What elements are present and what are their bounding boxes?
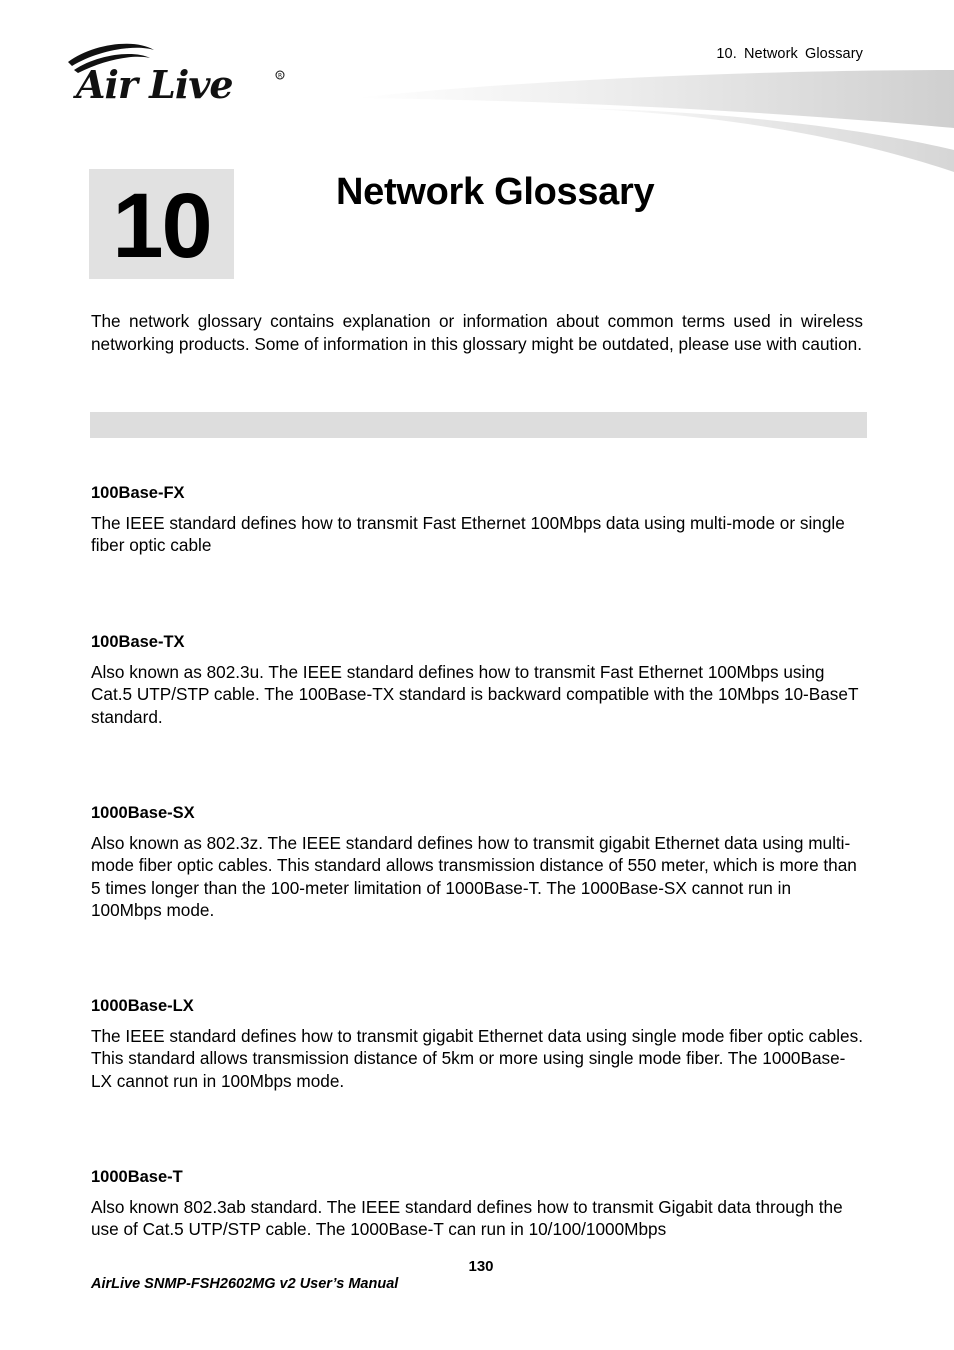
intro-paragraph: The network glossary contains explanation or information about common terms used in wireless networking products. Some of information in this glossary might be outdated, please use with caution. xyxy=(91,311,863,354)
glossary-definition: Also known 802.3ab standard. The IEEE standard defines how to transmit Gigabit data through the use of Cat.5 UTP/STP cable. The 1000Base-T can run in 10/100/1000Mbps xyxy=(91,1197,843,1240)
glossary-term: 1000Base-SX xyxy=(91,804,195,822)
glossary-entry xyxy=(91,1167,866,1241)
glossary-term: 100Base-TX xyxy=(91,633,185,651)
glossary-entry xyxy=(91,996,866,1092)
glossary-term: 100Base-FX xyxy=(91,484,185,502)
glossary-definition: The IEEE standard defines how to transmit Fast Ethernet 100Mbps data using multi-mode or single fiber optic cable xyxy=(91,513,845,556)
glossary-definition: Also known as 802.3u. The IEEE standard defines how to transmit Fast Ethernet 100Mbps using Cat.5 UTP/STP cable. The 100Base-TX standard is backward compatible with the 10Mbps 10-BaseT standard. xyxy=(91,662,859,727)
svg-text:R: R xyxy=(278,72,283,80)
glossary-term: 1000Base-T xyxy=(91,1168,183,1186)
chapter-title: Network Glossary xyxy=(336,171,655,213)
glossary-definition: The IEEE standard defines how to transmit gigabit Ethernet data using single mode fiber optic cables. This standard allows transmission distance of 5km or more using single mode fiber. The 1000Base-LX cannot run in 100Mbps mode. xyxy=(91,1026,863,1091)
page-number: 130 xyxy=(468,1258,494,1275)
glossary-entry xyxy=(91,483,866,557)
glossary-term: 1000Base-LX xyxy=(91,997,194,1015)
footer-manual-title: AirLive SNMP-FSH2602MG v2 User’s Manual xyxy=(91,1276,399,1292)
section-divider-bar xyxy=(90,412,867,438)
glossary-definition: Also known as 802.3z. The IEEE standard defines how to transmit gigabit Ethernet data using multi-mode fiber optic cables. This standard allows transmission distance of 550 meter, which is more than 5 times longer than the 100-meter limitation of 1000Base-T. The 1000Base-SX cannot run in 100Mbps mode. xyxy=(91,833,857,920)
chapter-number-box xyxy=(89,169,234,279)
glossary-entry xyxy=(91,803,866,921)
glossary-entry xyxy=(91,632,866,728)
airlive-logo xyxy=(62,40,287,106)
chapter-number: 10 xyxy=(112,175,211,277)
brand-wordmark: Air Live xyxy=(76,62,233,106)
running-header: 10. Network Glossary xyxy=(716,46,863,62)
